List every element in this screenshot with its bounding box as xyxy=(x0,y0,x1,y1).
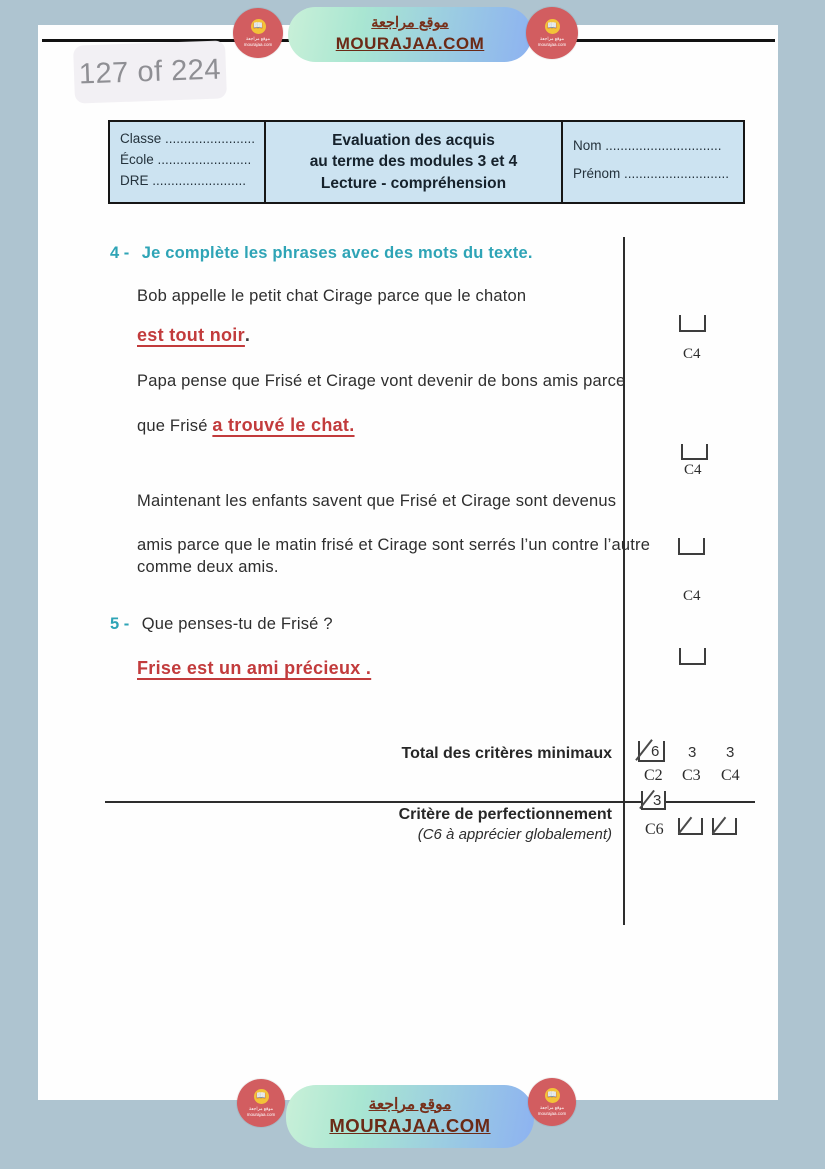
eval-title-line-1: Evaluation des acquis xyxy=(332,131,495,149)
c4-score-box-1 xyxy=(679,315,706,332)
logo-domain-caption: mourajaa.com xyxy=(243,41,273,47)
c6-check-mark-2 xyxy=(712,817,727,835)
c4-score-box-2 xyxy=(681,444,708,460)
q5-row xyxy=(110,615,333,634)
document-page xyxy=(38,25,778,1100)
logo-circle-bottom-right xyxy=(528,1078,576,1126)
totals-label: Total des critères minimaux xyxy=(401,745,612,762)
header-table-right-column xyxy=(563,122,743,202)
banner-arabic-text: موقع مراجعة xyxy=(368,1095,452,1113)
q4-number: 4 - xyxy=(110,244,130,262)
c6-check-mark-1 xyxy=(678,817,693,835)
q5-answer: Frise est un ami précieux . xyxy=(137,658,372,678)
logo-domain-caption: mourajaa.com xyxy=(246,1111,276,1117)
q4-answer-2: a trouvé le chat. xyxy=(212,415,355,435)
logo-circle-top-right xyxy=(526,7,578,59)
c4-label-1: C4 xyxy=(683,346,701,362)
c4-label-4: C4 xyxy=(721,767,740,784)
c6-check-box-2 xyxy=(712,818,737,835)
logo-book-icon: 📖 xyxy=(254,1089,269,1104)
logo-book-icon: 📖 xyxy=(251,19,266,34)
watermark-banner-bottom[interactable] xyxy=(286,1085,534,1148)
q4-answer-1-row xyxy=(137,325,250,346)
c6-score-value: 3 xyxy=(653,792,662,809)
header-table-left-column xyxy=(110,122,266,202)
c6-label: C6 xyxy=(645,821,664,838)
q4-answer-1-period: . xyxy=(244,325,250,345)
eval-title-line-2: au terme des modules 3 et 4 xyxy=(309,153,518,171)
perfection-label: Critère de perfectionnement xyxy=(398,806,612,823)
page-counter-text: 127 of 224 xyxy=(78,53,222,90)
q4-line-3 xyxy=(137,415,355,436)
criteria-column-divider xyxy=(623,237,625,925)
logo-arabic-caption: موقع مراجعة xyxy=(248,1105,274,1111)
c4-label-3: C4 xyxy=(683,588,701,604)
q4-line-6: comme deux amis. xyxy=(137,558,279,576)
field-ecole: École ......................... xyxy=(120,151,252,167)
c6-score-box xyxy=(641,791,666,810)
c6-check-box-1 xyxy=(678,818,703,835)
q4-line-1: Bob appelle le petit chat Cirage parce que le chaton xyxy=(137,287,527,305)
q5-number: 5 - xyxy=(110,615,130,633)
q4-line-4: Maintenant les enfants savent que Frisé et Cirage sont devenus xyxy=(137,492,617,510)
c2-score-value: 6 xyxy=(651,743,660,760)
header-table-title-column xyxy=(266,122,563,202)
banner-domain-link[interactable]: MOURAJAA.COM xyxy=(329,1115,491,1137)
logo-domain-caption: mourajaa.com xyxy=(537,1110,567,1116)
page-counter-overlay[interactable] xyxy=(73,40,227,103)
c2-label: C2 xyxy=(644,767,663,784)
c4-score-box-3 xyxy=(678,538,705,555)
q4-line-3-prefix: que Frisé xyxy=(137,417,213,435)
logo-arabic-caption: موقع مراجعة xyxy=(539,1104,565,1110)
header-table xyxy=(108,120,745,204)
q4-row xyxy=(110,244,533,263)
banner-domain-link[interactable]: MOURAJAA.COM xyxy=(335,33,485,53)
field-dre: DRE ......................... xyxy=(120,172,247,188)
perfection-note: (C6 à apprécier globalement) xyxy=(417,826,612,843)
logo-circle-bottom-left xyxy=(237,1079,285,1127)
watermark-banner-top[interactable] xyxy=(288,7,532,62)
eval-title-line-3: Lecture - compréhension xyxy=(320,174,507,192)
q4-answer-1: est tout noir xyxy=(137,325,245,345)
q5-heading: Que penses-tu de Frisé ? xyxy=(141,615,333,633)
banner-arabic-text: موقع مراجعة xyxy=(371,15,449,32)
c3-score-value: 3 xyxy=(688,744,697,761)
field-nom: Nom ............................... xyxy=(573,138,722,153)
c2-score-box xyxy=(638,741,665,762)
logo-arabic-caption: موقع مراجعة xyxy=(539,35,565,41)
q4-heading: Je complète les phrases avec des mots du texte. xyxy=(141,244,533,262)
logo-domain-caption: mourajaa.com xyxy=(537,41,567,47)
logo-arabic-caption: موقع مراجعة xyxy=(245,35,271,41)
logo-circle-top-left xyxy=(233,8,283,58)
c4-label-2: C4 xyxy=(684,462,702,478)
c4-score-box-4 xyxy=(679,648,706,665)
c3-label: C3 xyxy=(682,767,701,784)
c4-score-value: 3 xyxy=(726,744,735,761)
logo-book-icon: 📖 xyxy=(545,1088,560,1103)
q4-line-2: Papa pense que Frisé et Cirage vont devenir de bons amis parce xyxy=(137,372,626,390)
field-prenom: Prénom ............................ xyxy=(573,166,730,182)
logo-book-icon: 📖 xyxy=(545,19,560,34)
field-classe: Classe ........................ xyxy=(120,131,256,146)
q4-line-5: amis parce que le matin frisé et Cirage sont serrés l’un contre l’autre xyxy=(137,536,651,554)
